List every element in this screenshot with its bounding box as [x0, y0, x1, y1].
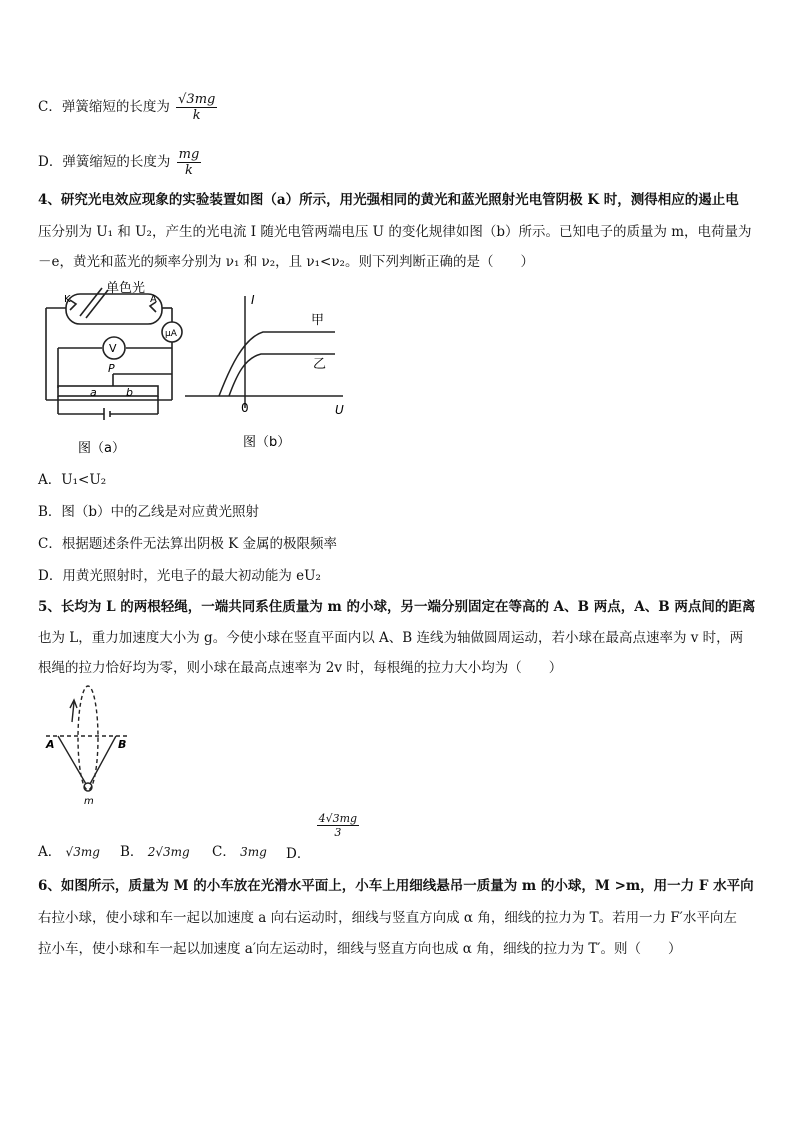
q4-option-b: B．图（b）中的乙线是对应黄光照射	[38, 504, 260, 520]
q5-option-c-label: C．	[212, 844, 236, 860]
q5-option-b-label: B．	[120, 844, 144, 860]
q4-option-d: D．用黄光照射时，光电子的最大初动能为 eU₂	[38, 568, 321, 584]
q5-option-d-denominator: 3	[317, 825, 359, 839]
q4-option-c: C．根据题述条件无法算出阴极 K 金属的极限频率	[38, 536, 337, 552]
q5-option-d-numerator: 4√3mg	[318, 812, 358, 825]
phototube	[66, 294, 162, 324]
point-a-label: A	[46, 738, 55, 751]
axis-i-label: I	[251, 293, 255, 307]
figure-b-caption: 图（b）	[243, 435, 291, 450]
mass-m-label: m	[84, 796, 94, 806]
q3-option-d-denominator: k	[185, 163, 193, 178]
q3-option-c	[38, 92, 217, 123]
voltmeter-label: V	[109, 342, 117, 355]
q3-option-d-numerator: mg	[178, 147, 200, 162]
rope-a	[58, 736, 86, 784]
q5-option-c	[212, 840, 267, 860]
q5-stem-line3: 根绳的拉力恰好均为零，则小球在最高点速率为 2v 时，每根绳的拉力大小均为（ ）	[38, 660, 563, 676]
q3-option-d-label: D．弹簧缩短的长度为	[38, 154, 171, 170]
origin-label: 0	[241, 401, 249, 415]
q5-option-b	[120, 840, 190, 860]
rheostat	[58, 386, 158, 396]
rope-b	[90, 736, 116, 784]
anode-a-label: A	[150, 294, 157, 305]
slider-a-label: a	[90, 386, 97, 399]
light-label: 单色光	[106, 281, 146, 296]
q6-stem-line3: 拉小车，使小球和车一起以加速度 a′向左运动时，细线与竖直方向也成 α 角，细线的拉力为 T′。则（ ）	[38, 941, 682, 957]
figure-a-caption: 图（a）	[78, 441, 125, 456]
q5-option-a-label: A．	[38, 844, 62, 860]
q3-option-d	[38, 147, 201, 178]
slider-p-label: P	[108, 362, 115, 375]
point-b-label: B	[118, 738, 127, 751]
rotation-arrow	[72, 702, 74, 722]
q4-stem-line2: 压分别为 U₁ 和 U₂，产生的光电流 I 随光电管两端电压 U 的变化规律如图（b）所示。已知电子的质量为 m，电荷量为	[38, 224, 752, 240]
q4-stem-line3: －e，黄光和蓝光的频率分别为 ν₁ 和 ν₂，且 ν₁<ν₂。则下列判断正确的是（ ）	[38, 254, 534, 270]
q3-option-c-denominator: k	[192, 108, 201, 123]
q6-stem-line1: 6、如图所示，质量为 M 的小车放在光滑水平面上，小车上用细线悬吊一质量为 m 的小球，M >m，用一力 F 水平向	[38, 878, 754, 894]
q5-option-d-fraction	[317, 812, 359, 839]
q4-option-a: A．U₁<U₂	[38, 472, 107, 488]
q5-stem-line1: 5、长均为 L 的两根轻绳，一端共同系住质量为 m 的小球，另一端分别固定在等高的 A、B 两点，A、B 两点间的距离	[38, 599, 756, 615]
q5-figure	[40, 682, 140, 806]
microammeter-label: μA	[165, 329, 177, 339]
cathode-k-label: K	[64, 294, 71, 305]
q5-option-c-value: 3mg	[240, 845, 267, 859]
q3-option-c-fraction	[176, 92, 217, 123]
q3-option-c-numerator: √3mg	[178, 92, 216, 107]
q5-option-b-value: 2√3mg	[147, 845, 190, 859]
q4-stem-line1: 4、研究光电效应现象的实验装置如图（a）所示，用光强相同的黄光和蓝光照射光电管阴极 K 时，测得相应的遏止电	[38, 192, 739, 208]
curve-yi-label: 乙	[313, 357, 327, 372]
q3-option-c-label: C．弹簧缩短的长度为	[38, 99, 170, 115]
curve-jia-label: 甲	[311, 313, 325, 328]
q5-option-d	[286, 812, 359, 862]
q5-stem-line2: 也为 L，重力加速度大小为 g。今使小球在竖直平面内以 A、B 连线为轴做圆周运动，若小球在最高点速率为 v 时，两	[38, 630, 744, 646]
q5-option-a	[38, 840, 100, 860]
axis-u-label: U	[335, 403, 344, 417]
q3-option-d-fraction	[177, 147, 202, 178]
q4-figure-b	[185, 290, 345, 460]
q5-option-d-label: D．	[286, 846, 311, 862]
q5-option-a-value: √3mg	[65, 845, 100, 859]
q6-stem-line2: 右拉小球，使小球和车一起以加速度 a 向右运动时，细线与竖直方向成 α 角，细线的拉力为 T。若用一力 F′水平向左	[38, 910, 737, 926]
slider-b-label: b	[126, 386, 133, 399]
q4-figure-a	[38, 280, 188, 460]
